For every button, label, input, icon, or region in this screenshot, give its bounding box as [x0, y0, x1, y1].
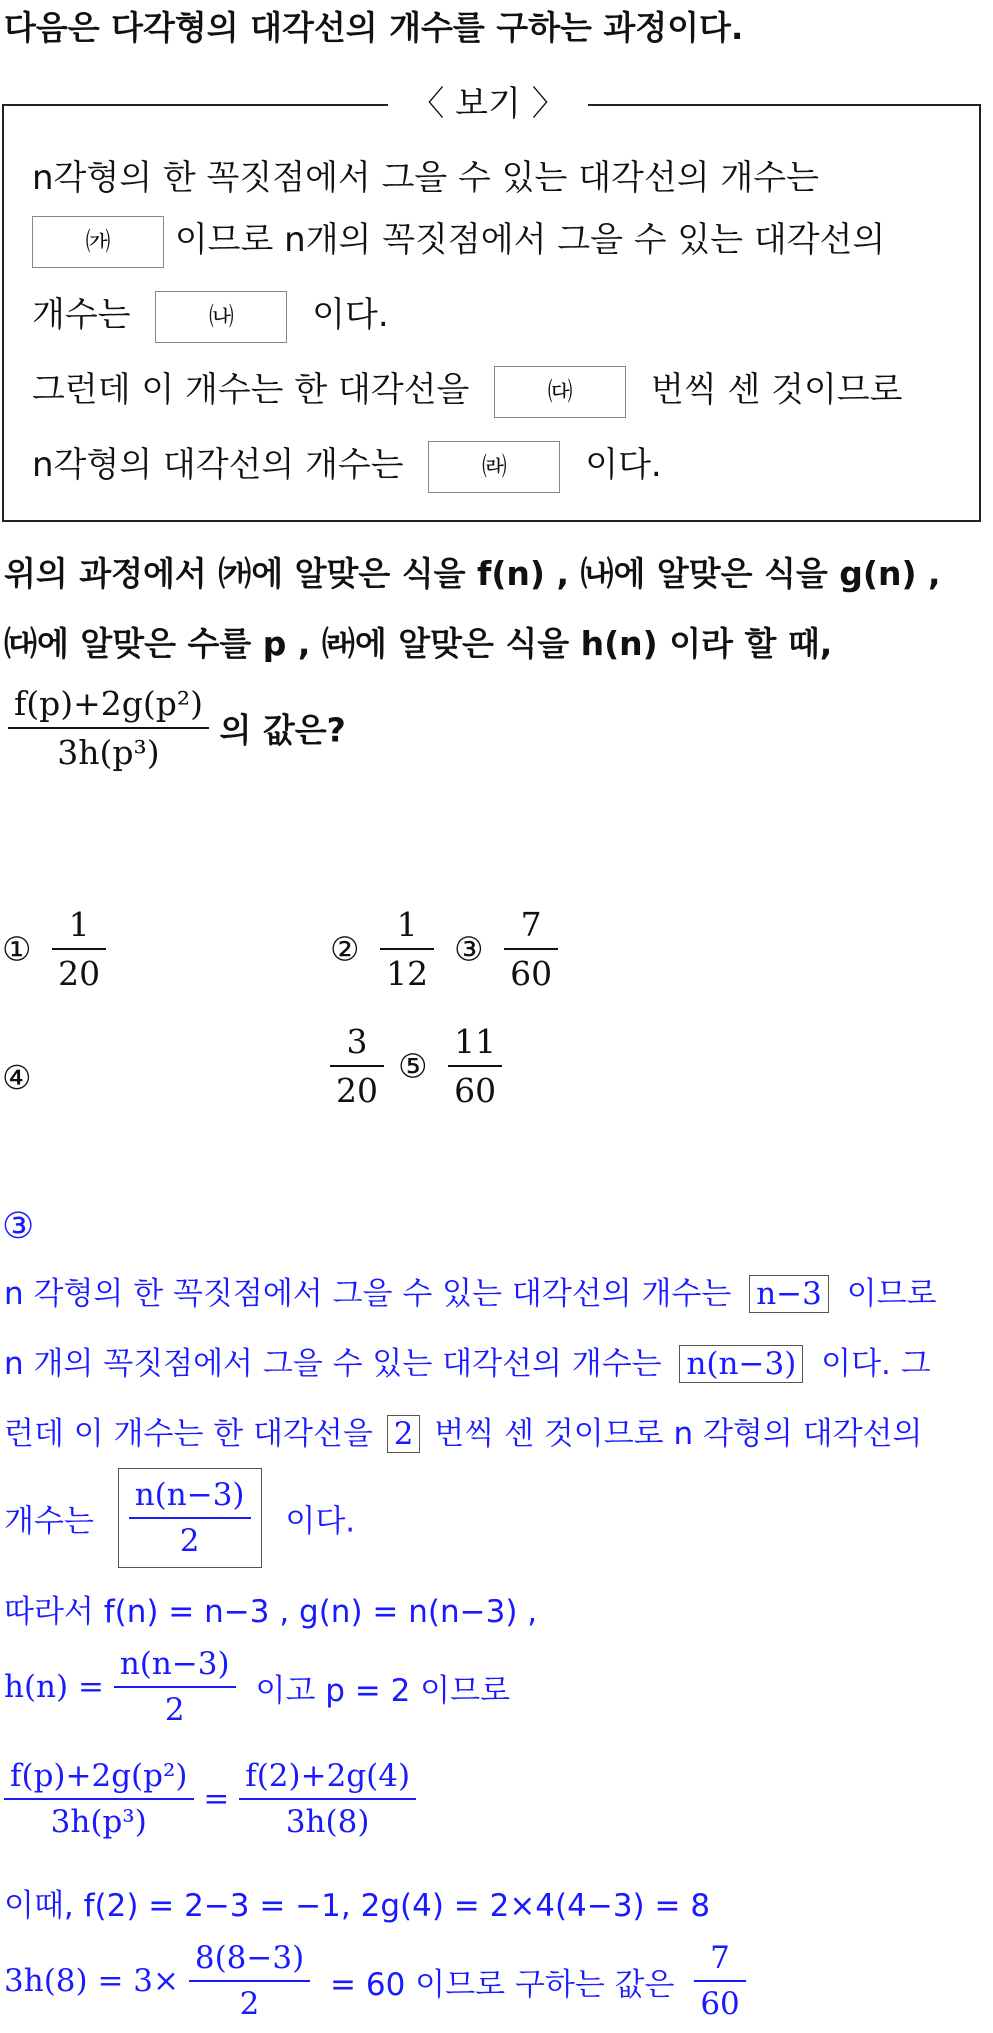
- question-ask-2: ㈐에 알맞은 수를 p , ㈑에 알맞은 식을 h(n) 이라 할 때,: [4, 624, 833, 663]
- view-line-4-before: 그런데 이 개수는 한 대각선을: [32, 370, 470, 410]
- solution-line-7: [4, 1758, 416, 1840]
- choice-5-mark: ⑤: [398, 1046, 428, 1086]
- solution-line-4-box: [118, 1468, 262, 1568]
- solution-line-9-den: 2: [239, 1986, 260, 2022]
- solution-line-9: [4, 1940, 746, 2022]
- choice-5-den: 60: [454, 1071, 497, 1110]
- choice-1[interactable]: [2, 905, 106, 993]
- view-line-2: [32, 212, 885, 268]
- solution-line-4-den: 2: [179, 1523, 200, 1559]
- solution-line-7-rden: 3h(8): [285, 1804, 370, 1840]
- solution-line-9-result: [694, 1940, 745, 2022]
- view-line-5-before: n각형의 대각선의 개수는: [32, 445, 404, 485]
- choice-3-den: 60: [510, 954, 553, 993]
- solution-line-7-left: [4, 1758, 194, 1840]
- solution-line-7-rnum: f(2)+2g(4): [239, 1758, 416, 1800]
- solution-line-4-num: n(n−3): [129, 1477, 251, 1519]
- solution-line-4: [4, 1468, 355, 1568]
- solution-line-2-box: n(n−3): [679, 1345, 803, 1383]
- question-ask-1: 위의 과정에서 ㈎에 알맞은 식을 f(n) , ㈏에 알맞은 식을 g(n) ,: [4, 554, 941, 593]
- blank-ga: ㈎: [32, 216, 164, 268]
- choice-1-num: 1: [52, 905, 106, 950]
- choice-4-mark[interactable]: ④: [2, 1058, 32, 1097]
- choice-1-den: 20: [58, 954, 101, 993]
- solution-line-1: [4, 1268, 937, 1313]
- solution-line-7-right: [239, 1758, 416, 1840]
- question-fraction-den: 3h(p³): [57, 733, 160, 772]
- view-line-2-text: 이므로 n개의 꼭짓점에서 그을 수 있는 대각선의: [174, 220, 886, 260]
- choice-1-mark: ①: [2, 929, 32, 969]
- solution-line-1-a: n 각형의 한 꼭짓점에서 그을 수 있는 대각선의 개수는: [4, 1276, 732, 1312]
- view-line-4: [32, 362, 903, 418]
- view-title: 〈 보기 〉: [388, 84, 588, 124]
- solution-line-6: [4, 1646, 510, 1728]
- blank-ra: ㈑: [428, 441, 560, 493]
- solution-line-6-den: 2: [164, 1692, 185, 1728]
- solution-line-8: 이때, f(2) = 2−3 = −1, 2g(4) = 2×4(4−3) = 8: [4, 1888, 711, 1924]
- choice-3-mark: ③: [454, 929, 484, 969]
- choice-4-num: 3: [330, 1022, 384, 1067]
- question-ask-3: 의 값은?: [219, 710, 346, 750]
- solution-line-9-b: = 60 이므로 구하는 값은: [330, 1966, 675, 2003]
- choice-2-fraction: [380, 905, 434, 993]
- choice-2-num: 1: [380, 905, 434, 950]
- solution-line-6-num: n(n−3): [114, 1646, 236, 1688]
- solution-line-2-b: 이다. 그: [821, 1346, 931, 1382]
- choice-3-num: 7: [504, 905, 558, 950]
- choice-2-den: 12: [386, 954, 429, 993]
- blank-na: ㈏: [155, 291, 287, 343]
- choice-5[interactable]: [398, 1022, 502, 1110]
- solution-line-4-fraction: [129, 1477, 251, 1559]
- choice-3[interactable]: [454, 905, 558, 993]
- question-intro: 다음은 다각형의 대각선의 개수를 구하는 과정이다.: [4, 8, 744, 47]
- blank-da: ㈐: [494, 366, 626, 418]
- choice-5-num: 11: [448, 1022, 502, 1067]
- view-line-1: n각형의 한 꼭짓점에서 그을 수 있는 대각선의 개수는: [32, 158, 819, 198]
- solution-line-6-b: 이고 p = 2 이므로: [255, 1672, 511, 1709]
- view-line-3-after: 이다.: [312, 295, 389, 335]
- solution-line-7-eq: =: [203, 1781, 230, 1817]
- view-line-3: [32, 287, 389, 343]
- question-fraction: [8, 684, 209, 772]
- solution-line-5: 따라서 f(n) = n−3 , g(n) = n(n−3) ,: [4, 1594, 538, 1630]
- choice-5-fraction: [448, 1022, 502, 1110]
- solution-line-3-b: 번씩 센 것이므로 n 각형의 대각선의: [434, 1416, 923, 1452]
- choice-1-fraction: [52, 905, 106, 993]
- view-line-3-before: 개수는: [32, 295, 131, 335]
- view-line-4-after: 번씩 센 것이므로: [650, 370, 903, 410]
- solution-line-9-rnum: 7: [694, 1940, 745, 1982]
- solution-line-6-fraction: [114, 1646, 236, 1728]
- choice-4-den: 20: [336, 1071, 378, 1110]
- solution-line-4-a: 개수는: [4, 1503, 94, 1540]
- solution-line-6-a: h(n) =: [4, 1669, 104, 1705]
- view-line-5-after: 이다.: [585, 445, 662, 485]
- solution-line-1-box: n−3: [749, 1275, 829, 1313]
- solution-line-7-lnum: f(p)+2g(p²): [4, 1758, 194, 1800]
- solution-line-7-lden: 3h(p³): [50, 1804, 147, 1840]
- solution-answer: ③: [2, 1206, 35, 1247]
- question-expression: [8, 684, 346, 772]
- choice-3-fraction: [504, 905, 558, 993]
- solution-line-3-a: 런데 이 개수는 한 대각선을: [4, 1416, 373, 1452]
- choice-4-frac: [330, 1022, 384, 1110]
- choice-2[interactable]: [330, 905, 434, 993]
- choice-2-mark: ②: [330, 929, 360, 969]
- solution-line-1-b: 이므로: [846, 1276, 937, 1312]
- solution-line-9-a: 3h(8) = 3×: [4, 1963, 179, 1999]
- question-fraction-num: f(p)+2g(p²): [8, 684, 209, 729]
- solution-line-9-fraction: [189, 1940, 310, 2022]
- view-line-5: [32, 437, 662, 493]
- solution-line-2: [4, 1338, 931, 1383]
- solution-line-9-rden: 60: [700, 1986, 740, 2022]
- choice-4-fraction[interactable]: [330, 1022, 384, 1110]
- solution-line-9-num: 8(8−3): [189, 1940, 310, 1982]
- solution-line-2-a: n 개의 꼭짓점에서 그을 수 있는 대각선의 개수는: [4, 1346, 662, 1382]
- solution-line-3: [4, 1408, 922, 1453]
- solution-line-3-box: 2: [387, 1415, 421, 1453]
- solution-line-4-b: 이다.: [285, 1503, 356, 1540]
